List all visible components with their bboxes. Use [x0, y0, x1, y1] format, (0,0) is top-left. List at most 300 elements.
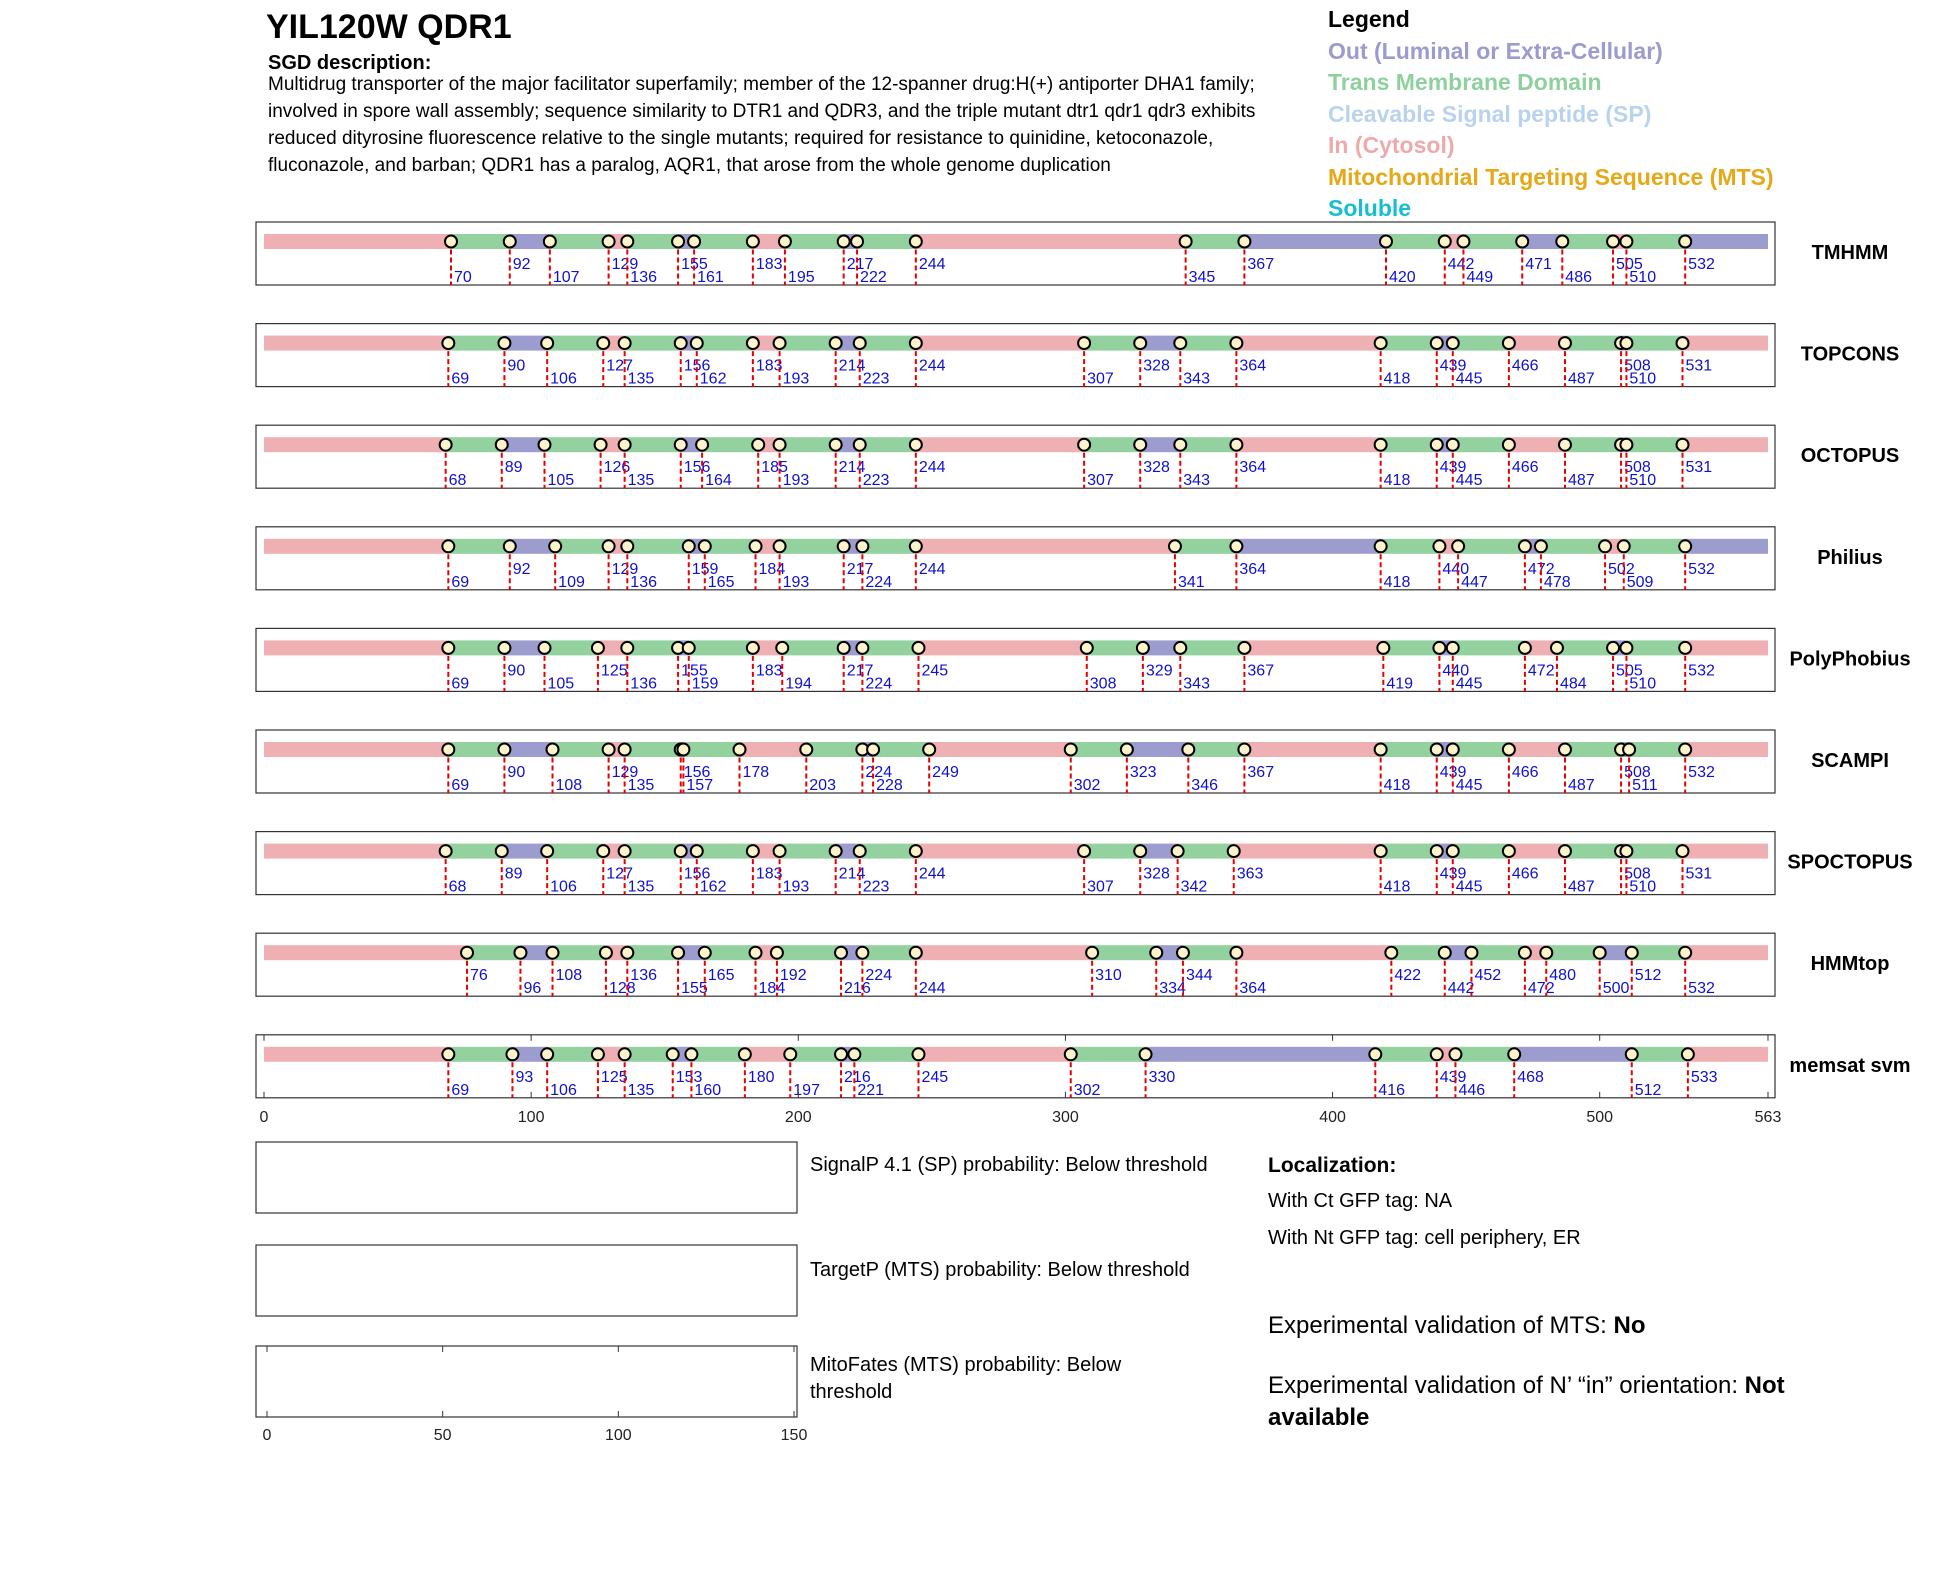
prob-frame: [256, 1245, 797, 1316]
boundary-label: 223: [862, 472, 890, 490]
boundary-circle: [538, 439, 550, 451]
boundary-label: 68: [448, 878, 467, 896]
boundary-label: 195: [787, 269, 815, 286]
boundary-label: 106: [550, 370, 577, 388]
boundary-label: 342: [1180, 878, 1208, 896]
boundary-label: 439: [1439, 764, 1467, 781]
boundary-label: 302: [1073, 1081, 1101, 1099]
boundary-label: 328: [1143, 865, 1170, 883]
boundary-circle: [442, 744, 454, 756]
segment-tm: [857, 234, 916, 249]
segment-tm: [627, 539, 688, 554]
boundary-label: 508: [1624, 459, 1651, 477]
segment-tm: [1565, 437, 1621, 452]
boundary-circle: [1447, 337, 1459, 349]
segment-out: [1236, 539, 1380, 554]
track-name: TMHMM: [1811, 242, 1889, 264]
boundary-label: 183: [755, 256, 783, 273]
segment-tm: [547, 336, 603, 351]
segment-tm: [1455, 1047, 1514, 1062]
exp-mts: [1268, 1310, 1868, 1342]
boundary-label: 180: [747, 1068, 775, 1086]
boundary-circle: [1677, 845, 1689, 857]
legend-item-tm: Trans Membrane Domain: [1328, 69, 1602, 95]
boundary-label: 505: [1616, 662, 1643, 680]
boundary-label: 343: [1183, 370, 1210, 388]
boundary-label: 439: [1439, 459, 1467, 477]
sgd-description: Multidrug transporter of the major facilitator superfamily; member of the 12-spanner drug:H(+) antiporter DHA1 family; involved in spore wall assembly; sequence similarity to DTR1 and QDR3, and the triple mutant dtr1 qdr1 qdr3 exhibits reduced dityrosine fluorescence relative to the single mutants; required for resistance to quinidine, ketoconazole, fluconazole, and barban; QDR1 has a paralog, AQR1, that arose from the whole genome duplication: [268, 74, 1256, 176]
segment-tm: [1557, 640, 1613, 655]
boundary-label: 216: [844, 1068, 871, 1086]
boundary-circle: [1377, 642, 1389, 654]
boundary-circle: [1439, 236, 1451, 248]
legend-title: Legend: [1328, 6, 1410, 32]
boundary-label: 92: [512, 560, 531, 578]
boundary-circle: [619, 1048, 631, 1060]
track-frame: [256, 1035, 1775, 1098]
segment-in: [264, 1047, 448, 1062]
segment-tm: [780, 336, 836, 351]
boundary-label: 217: [846, 256, 874, 273]
boundary-circle: [547, 744, 559, 756]
boundary-circle: [1620, 337, 1632, 349]
legend-item-sp: Cleavable Signal peptide (SP): [1328, 100, 1652, 127]
segment-tm: [782, 640, 843, 655]
boundary-circle: [1682, 1048, 1694, 1060]
boundary-label: 69: [451, 370, 470, 388]
boundary-label: 164: [705, 472, 732, 490]
segment-tm: [1458, 539, 1525, 554]
boundary-circle: [672, 236, 684, 248]
segment-tm: [467, 945, 520, 960]
boundary-label: 216: [844, 980, 871, 998]
segment-in: [1688, 1047, 1768, 1062]
segment-in: [918, 640, 1086, 655]
track-hmmtop: [256, 933, 1889, 997]
boundary-circle: [1172, 845, 1184, 857]
boundary-circle: [592, 1048, 604, 1060]
boundary-circle: [699, 947, 711, 959]
boundary-circle: [1228, 845, 1240, 857]
boundary-circle: [1431, 439, 1443, 451]
boundary-label: 533: [1690, 1068, 1718, 1086]
boundary-label: 156: [683, 865, 711, 883]
boundary-circle: [1086, 947, 1098, 959]
boundary-label: 224: [865, 764, 893, 781]
segment-tm: [627, 234, 678, 249]
segment-tm: [873, 742, 929, 757]
boundary-circle: [1375, 337, 1387, 349]
boundary-circle: [498, 744, 510, 756]
boundary-circle: [1449, 1048, 1461, 1060]
track-name: Philius: [1817, 546, 1883, 569]
boundary-label: 185: [761, 459, 788, 477]
legend-item-out: Out (Luminal or Extra-Cellular): [1328, 37, 1663, 64]
boundary-circle: [1623, 744, 1635, 756]
boundary-circle: [498, 337, 510, 349]
segment-tm: [1565, 844, 1621, 859]
segment-tm: [1175, 539, 1236, 554]
segment-tm: [860, 336, 916, 351]
boundary-circle: [1431, 744, 1443, 756]
segment-tm: [1183, 945, 1236, 960]
boundary-circle: [1618, 540, 1630, 552]
boundary-label: 162: [699, 370, 727, 388]
boundary-circle: [747, 236, 759, 248]
boundary-circle: [1431, 1048, 1443, 1060]
boundary-circle: [1238, 642, 1250, 654]
boundary-label: 249: [932, 764, 959, 781]
boundary-circle: [1457, 236, 1469, 248]
boundary-circle: [800, 744, 812, 756]
boundary-label: 136: [630, 573, 658, 591]
boundary-label: 105: [547, 472, 575, 490]
segment-tm: [1092, 945, 1156, 960]
boundary-label: 466: [1511, 357, 1539, 375]
boundary-circle: [1230, 540, 1242, 552]
boundary-label: 486: [1565, 269, 1593, 286]
prob-panel-mitofates: [256, 1346, 807, 1444]
boundary-circle: [621, 540, 633, 552]
boundary-label: 183: [755, 357, 783, 375]
boundary-circle: [683, 642, 695, 654]
segment-in: [1683, 336, 1768, 351]
boundary-circle: [1174, 439, 1186, 451]
boundary-label: 446: [1458, 1081, 1486, 1099]
boundary-circle: [776, 642, 788, 654]
track-name: SPOCTOPUS: [1787, 851, 1913, 874]
boundary-circle: [856, 947, 868, 959]
boundary-circle: [838, 642, 850, 654]
segment-tm: [702, 437, 758, 452]
boundary-circle: [1626, 947, 1638, 959]
boundary-label: 76: [470, 967, 488, 985]
boundary-label: 128: [608, 980, 636, 998]
segment-tm: [448, 336, 504, 351]
boundary-circle: [1677, 439, 1689, 451]
boundary-label: 106: [550, 878, 577, 896]
segment-tm: [1178, 844, 1234, 859]
boundary-label: 244: [918, 560, 946, 578]
segment-in: [1244, 640, 1383, 655]
axis-tick-label: 563: [1754, 1108, 1782, 1126]
boundary-circle: [1556, 236, 1568, 248]
boundary-circle: [1519, 540, 1531, 552]
boundary-label: 129: [611, 764, 639, 781]
boundary-circle: [835, 1048, 847, 1060]
boundary-label: 96: [523, 980, 542, 998]
boundary-label: 214: [838, 459, 866, 477]
boundary-label: 500: [1602, 980, 1630, 998]
segment-tm: [1381, 437, 1437, 452]
boundary-circle: [910, 845, 922, 857]
boundary-circle: [1230, 439, 1242, 451]
segment-tm: [1471, 945, 1524, 960]
boundary-circle: [910, 439, 922, 451]
boundary-label: 341: [1177, 573, 1205, 591]
boundary-circle: [1465, 947, 1477, 959]
boundary-label: 214: [838, 357, 866, 375]
track-tmhmm: [256, 222, 1888, 286]
segment-tm: [446, 437, 502, 452]
segment-tm: [1180, 437, 1236, 452]
segment-in: [1509, 844, 1565, 859]
boundary-label: 512: [1634, 967, 1662, 985]
boundary-circle: [1375, 540, 1387, 552]
segment-tm: [544, 437, 600, 452]
localization-nt-gfp: With Nt GFP tag: cell periphery, ER: [1268, 1227, 1581, 1249]
boundary-label: 307: [1087, 370, 1114, 388]
boundary-circle: [603, 744, 615, 756]
boundary-circle: [854, 439, 866, 451]
boundary-label: 418: [1383, 472, 1411, 490]
segment-tm: [550, 234, 609, 249]
boundary-circle: [747, 845, 759, 857]
track-name: OCTOPUS: [1800, 445, 1900, 468]
sgd-heading: SGD description:: [268, 52, 432, 74]
boundary-label: 508: [1624, 357, 1651, 375]
boundary-label: 90: [507, 357, 526, 375]
boundary-label: 510: [1629, 472, 1657, 490]
boundary-label: 466: [1511, 764, 1539, 781]
axis-tick-label: 0: [262, 1427, 272, 1444]
segment-tm: [1453, 336, 1509, 351]
boundary-label: 478: [1543, 573, 1571, 591]
boundary-circle: [547, 947, 559, 959]
segment-tm: [625, 1047, 673, 1062]
exp-orientation: [1268, 1370, 1868, 1434]
segment-in: [918, 1047, 1070, 1062]
boundary-circle: [667, 1048, 679, 1060]
boundary-circle: [912, 642, 924, 654]
exp-mts-value: No: [1613, 1312, 1646, 1339]
boundary-label: 245: [921, 662, 949, 680]
boundary-label: 328: [1143, 357, 1170, 375]
boundary-circle: [1180, 236, 1192, 248]
boundary-circle: [1516, 236, 1528, 248]
boundary-circle: [498, 642, 510, 654]
prob-frame: [256, 1346, 797, 1417]
track-frame: [256, 222, 1775, 285]
boundary-label: 108: [555, 967, 583, 985]
boundary-circle: [774, 337, 786, 349]
segment-in: [264, 640, 448, 655]
axis-tick-label: 150: [780, 1427, 808, 1444]
boundary-label: 135: [627, 777, 655, 794]
boundary-circle: [1447, 744, 1459, 756]
segment-tm: [1383, 640, 1439, 655]
segment-tm: [1381, 539, 1440, 554]
boundary-label: 244: [918, 980, 946, 998]
boundary-label: 214: [838, 865, 866, 883]
boundary-label: 511: [1632, 777, 1658, 794]
boundary-label: 323: [1129, 764, 1157, 781]
boundary-circle: [1081, 642, 1093, 654]
segment-tm: [1546, 945, 1599, 960]
boundary-label: 346: [1191, 777, 1219, 794]
boundary-circle: [1230, 947, 1242, 959]
segment-tm: [1632, 1047, 1688, 1062]
boundary-label: 445: [1455, 777, 1483, 794]
boundary-label: 109: [558, 573, 585, 591]
boundary-circle: [912, 1048, 924, 1060]
boundary-circle: [1679, 236, 1691, 248]
segment-tm: [1180, 640, 1244, 655]
segment-tm: [862, 945, 915, 960]
segment-in: [916, 234, 1186, 249]
boundary-circle: [541, 1048, 553, 1060]
boundary-circle: [830, 439, 842, 451]
segment-tm: [625, 336, 681, 351]
boundary-circle: [592, 642, 604, 654]
boundary-label: 222: [860, 269, 887, 286]
boundary-label: 445: [1455, 472, 1483, 490]
boundary-label: 445: [1455, 878, 1483, 896]
boundary-circle: [688, 236, 700, 248]
segment-tm: [780, 437, 836, 452]
boundary-label: 244: [918, 357, 946, 375]
boundary-label: 157: [686, 777, 714, 794]
track-frame: [256, 730, 1775, 793]
boundary-label: 440: [1442, 560, 1470, 578]
segment-tm: [785, 234, 844, 249]
segment-tm: [691, 1047, 744, 1062]
boundary-circle: [621, 236, 633, 248]
segment-tm: [544, 640, 597, 655]
segment-tm: [790, 1047, 841, 1062]
page-title: YIL120W QDR1: [266, 8, 512, 46]
boundary-label: 418: [1383, 370, 1411, 388]
boundary-circle: [1620, 845, 1632, 857]
segment-tm: [625, 844, 681, 859]
boundary-label: 89: [504, 459, 523, 477]
boundary-label: 69: [451, 675, 470, 693]
prob-panel-signalp-4-1: [256, 1142, 797, 1213]
boundary-circle: [1121, 744, 1133, 756]
boundary-circle: [595, 439, 607, 451]
boundary-label: 92: [512, 256, 531, 273]
boundary-circle: [699, 540, 711, 552]
boundary-label: 105: [547, 675, 575, 693]
boundary-label: 127: [606, 865, 633, 883]
boundary-circle: [600, 947, 612, 959]
boundary-label: 364: [1239, 357, 1267, 375]
boundary-label: 468: [1517, 1068, 1544, 1086]
boundary-label: 108: [555, 777, 583, 794]
legend: [1328, 4, 1774, 225]
segment-tm: [555, 539, 608, 554]
boundary-circle: [1177, 947, 1189, 959]
boundary-circle: [442, 1048, 454, 1060]
boundary-label: 184: [758, 560, 786, 578]
boundary-circle: [1433, 642, 1445, 654]
boundary-circle: [675, 337, 687, 349]
exp-orientation-prefix: Experimental validation of N’ “in” orientation:: [1268, 1372, 1745, 1399]
segment-tm: [448, 640, 504, 655]
boundary-circle: [1677, 337, 1689, 349]
boundary-circle: [1174, 642, 1186, 654]
segment-out: [1685, 539, 1768, 554]
segment-tm: [1626, 640, 1685, 655]
segment-tm: [446, 844, 502, 859]
segment-tm: [547, 844, 603, 859]
boundary-label: 184: [758, 980, 786, 998]
boundary-label: 466: [1511, 459, 1539, 477]
boundary-circle: [838, 236, 850, 248]
boundary-label: 106: [550, 1081, 577, 1099]
exp-mts-prefix: Experimental validation of MTS:: [1268, 1312, 1614, 1339]
boundary-label: 418: [1383, 573, 1411, 591]
boundary-circle: [774, 845, 786, 857]
boundary-label: 90: [507, 764, 526, 781]
segment-tm: [860, 437, 916, 452]
boundary-label: 330: [1148, 1068, 1176, 1086]
segment-tm: [1188, 742, 1244, 757]
boundary-label: 135: [627, 878, 655, 896]
segment-in: [264, 945, 467, 960]
boundary-circle: [838, 540, 850, 552]
boundary-circle: [1679, 744, 1691, 756]
exp-orientation-value: Not available: [1268, 1372, 1785, 1431]
boundary-circle: [1375, 439, 1387, 451]
boundary-circle: [677, 744, 689, 756]
boundary-circle: [1385, 947, 1397, 959]
segment-tm: [705, 945, 756, 960]
segment-in: [264, 844, 446, 859]
boundary-circle: [619, 439, 631, 451]
boundary-label: 512: [1634, 1081, 1662, 1099]
boundary-circle: [1447, 642, 1459, 654]
boundary-circle: [621, 642, 633, 654]
boundary-circle: [1519, 642, 1531, 654]
boundary-circle: [1594, 947, 1606, 959]
segment-in: [1236, 945, 1391, 960]
axis-tick-label: 400: [1319, 1108, 1346, 1126]
axis-tick-label: 500: [1586, 1108, 1614, 1126]
segment-in: [264, 437, 446, 452]
boundary-label: 422: [1394, 967, 1422, 985]
boundary-circle: [1065, 744, 1077, 756]
boundary-label: 363: [1236, 865, 1264, 883]
boundary-label: 129: [611, 256, 639, 273]
boundary-label: 160: [694, 1081, 722, 1099]
boundary-circle: [779, 236, 791, 248]
segment-in: [264, 234, 451, 249]
segment-tm: [689, 640, 753, 655]
segment-tm: [553, 742, 609, 757]
segment-tm: [547, 1047, 598, 1062]
boundary-label: 449: [1466, 269, 1494, 286]
boundary-circle: [691, 337, 703, 349]
boundary-label: 510: [1629, 370, 1657, 388]
mitofates-label: MitoFates (MTS) probability: Below threshold: [810, 1354, 1122, 1403]
boundary-circle: [1065, 1048, 1077, 1060]
boundary-label: 508: [1624, 865, 1651, 883]
boundary-circle: [1134, 439, 1146, 451]
boundary-label: 364: [1239, 560, 1267, 578]
segment-tm: [1632, 945, 1685, 960]
boundary-label: 68: [448, 472, 467, 490]
boundary-circle: [734, 744, 746, 756]
boundary-label: 135: [627, 370, 655, 388]
segment-out: [1127, 742, 1188, 757]
boundary-label: 367: [1247, 256, 1275, 273]
boundary-label: 472: [1527, 560, 1555, 578]
boundary-circle: [1607, 642, 1619, 654]
boundary-circle: [597, 337, 609, 349]
boundary-circle: [910, 337, 922, 349]
localization-ct-gfp: With Ct GFP tag: NA: [1268, 1190, 1453, 1212]
